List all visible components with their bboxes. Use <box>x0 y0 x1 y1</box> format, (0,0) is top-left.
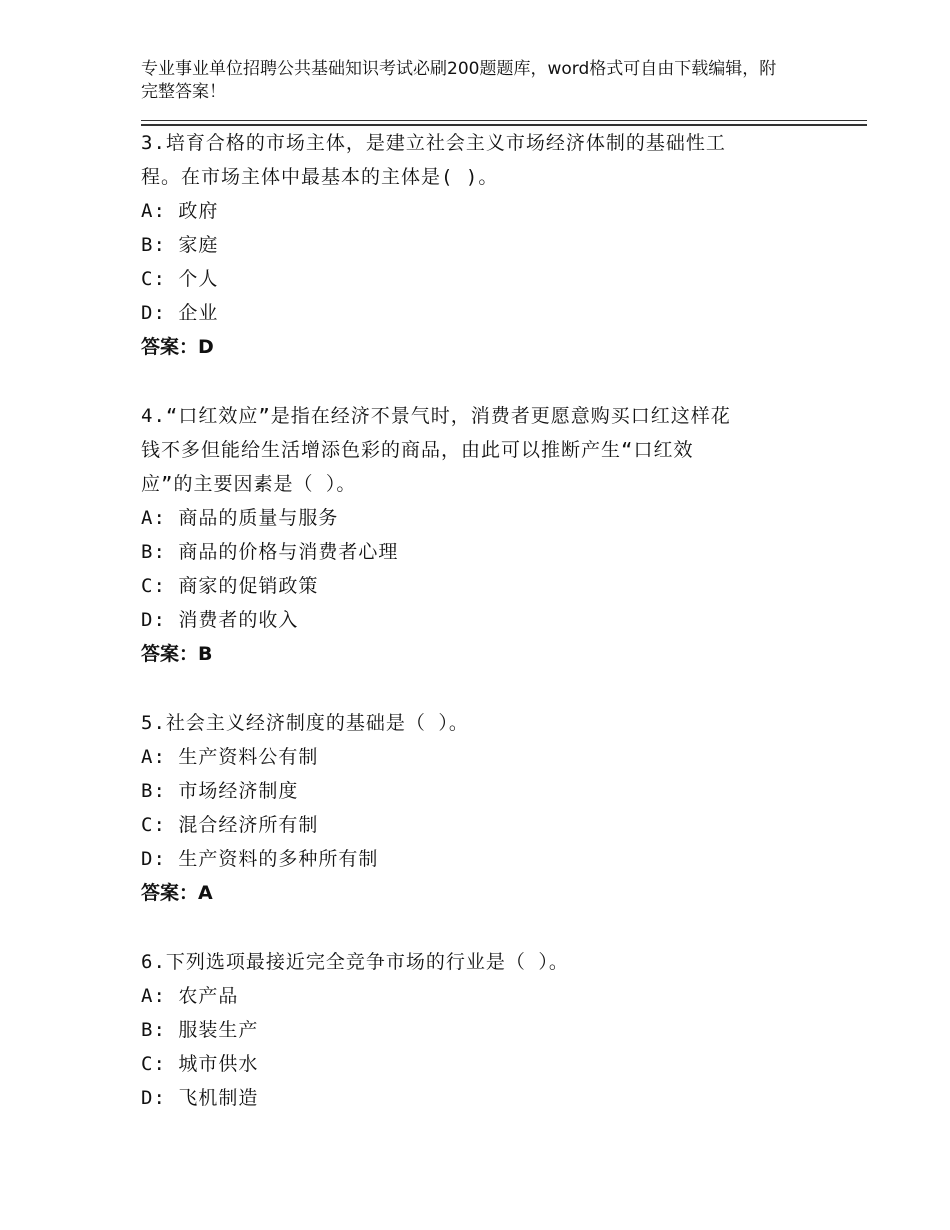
question-6 <box>141 945 841 1115</box>
option-b: B: 商品的价格与消费者心理 <box>141 541 399 563</box>
option-a: A: 商品的质量与服务 <box>141 507 339 529</box>
option-d: D: 企业 <box>141 302 219 324</box>
option-a: A: 生产资料公有制 <box>141 746 319 768</box>
answer-line: 答案：A <box>141 882 213 904</box>
option-d: D: 飞机制造 <box>141 1087 259 1109</box>
option-b: B: 服装生产 <box>141 1019 259 1041</box>
document-header: 专业事业单位招聘公共基础知识考试必刷200题题库，word格式可自由下载编辑，附完整答案！ <box>141 59 777 102</box>
option-a: A: 农产品 <box>141 985 239 1007</box>
question-stem-line: 6.下列选项最接近完全竞争市场的行业是（ ）。 <box>141 951 569 973</box>
header-rule-thin <box>141 120 867 121</box>
question-5 <box>141 706 841 910</box>
question-stem-line: 钱不多但能给生活增添色彩的商品，由此可以推断产生“口红效 <box>141 439 694 461</box>
option-c: C: 城市供水 <box>141 1053 259 1075</box>
option-b: B: 市场经济制度 <box>141 780 299 802</box>
question-3 <box>141 126 841 364</box>
option-c: C: 混合经济所有制 <box>141 814 319 836</box>
question-list <box>141 126 841 1115</box>
question-stem-line: 3.培育合格的市场主体，是建立社会主义市场经济体制的基础性工 <box>141 132 726 154</box>
option-d: D: 消费者的收入 <box>141 609 299 631</box>
answer-line: 答案：D <box>141 336 214 358</box>
question-4 <box>141 399 841 671</box>
option-c: C: 个人 <box>141 268 219 290</box>
option-c: C: 商家的促销政策 <box>141 575 319 597</box>
option-d: D: 生产资料的多种所有制 <box>141 848 379 870</box>
option-a: A: 政府 <box>141 200 219 222</box>
option-b: B: 家庭 <box>141 234 219 256</box>
question-stem-line: 程。在市场主体中最基本的主体是( )。 <box>141 166 499 188</box>
question-stem-line: 5.社会主义经济制度的基础是（ ）。 <box>141 712 469 734</box>
question-stem-line: 应”的主要因素是（ ）。 <box>141 473 357 495</box>
answer-line: 答案：B <box>141 643 213 665</box>
question-stem-line: 4.“口红效应”是指在经济不景气时，消费者更愿意购买口红这样花 <box>141 405 731 427</box>
